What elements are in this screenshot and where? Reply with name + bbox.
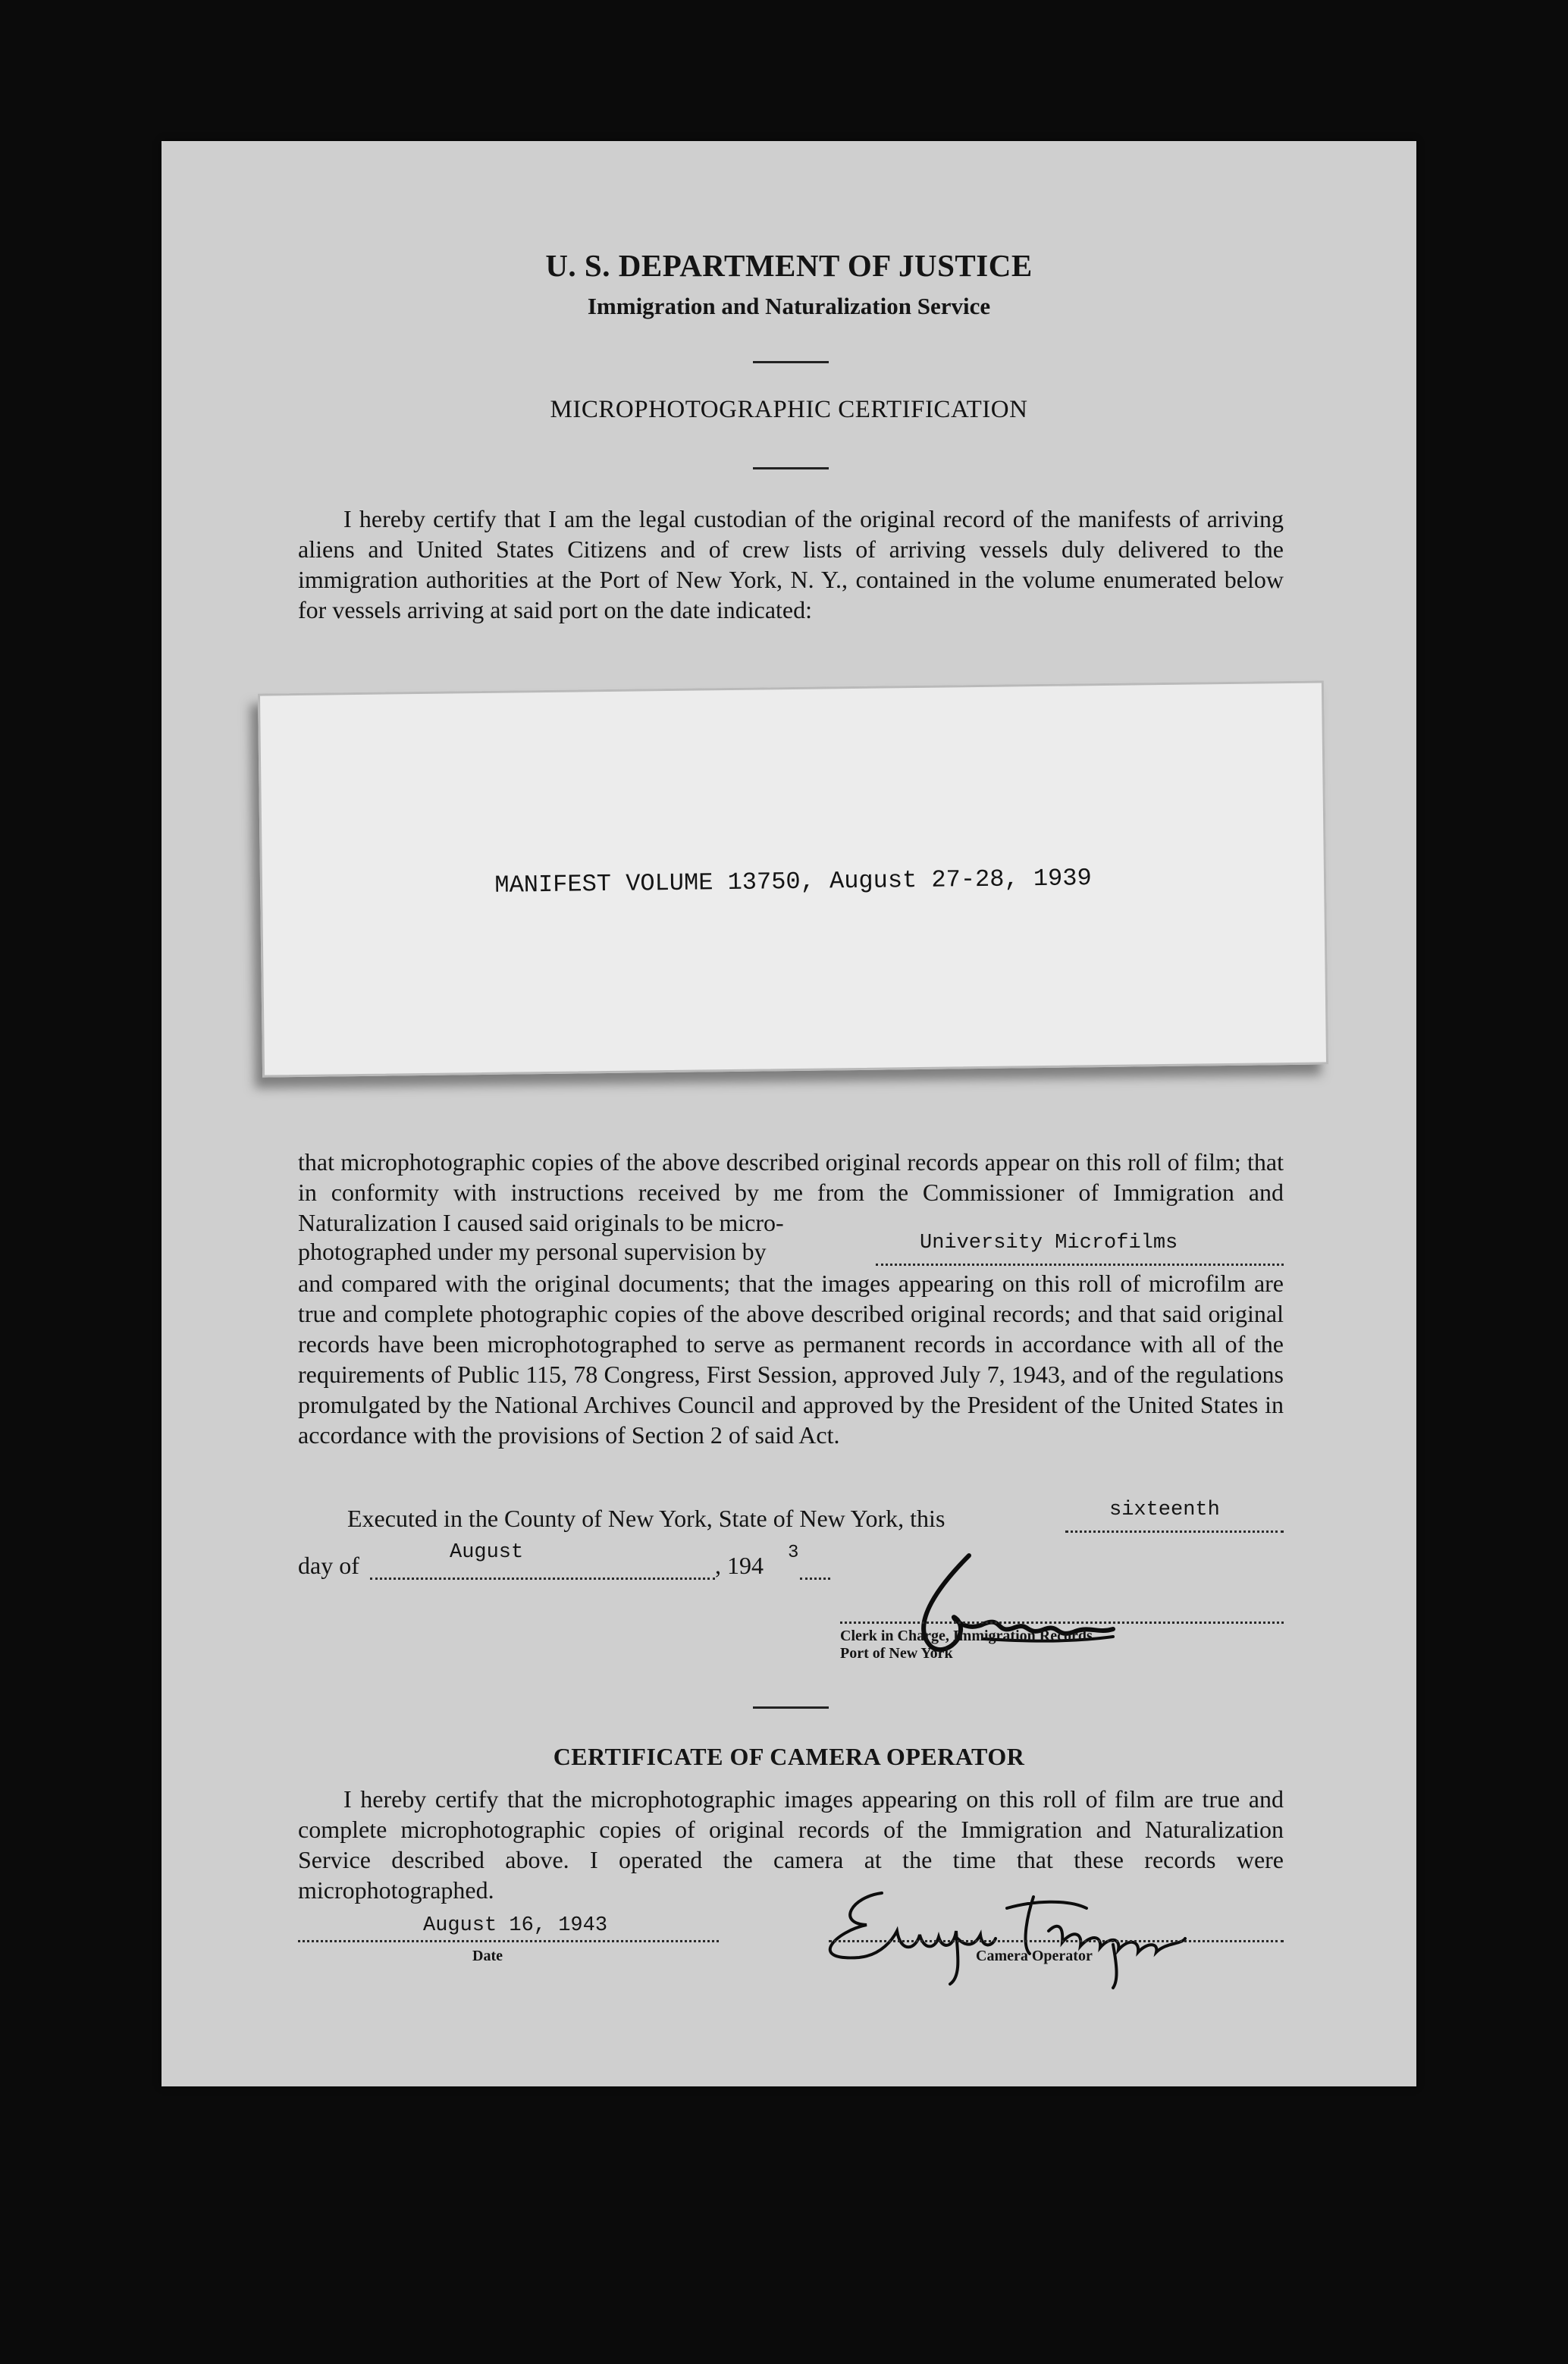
clerk-title-1: Clerk in Charge, Immigration Records xyxy=(840,1628,1093,1644)
camera-certificate-title: CERTIFICATE OF CAMERA OPERATOR xyxy=(553,1743,1025,1770)
department-heading: U. S. DEPARTMENT OF JUSTICE xyxy=(545,248,1033,283)
date-label: Date xyxy=(472,1948,503,1964)
divider xyxy=(753,467,829,469)
intro-paragraph: I hereby certify that I am the legal custodian of the original record of the manifests of arriving aliens and United States Citizens and of crew lists of arriving vessels duly delivered to the immigration authorities at the Port of New York, N. Y., contained in the volume enumerated below for vessels arriving at said port on the date indicated: xyxy=(298,505,1284,623)
supervision-line xyxy=(876,1264,1284,1266)
divider xyxy=(753,1706,829,1709)
day-line xyxy=(1065,1530,1284,1533)
supervision-label: photographed under my personal supervision by xyxy=(298,1238,767,1265)
date-line xyxy=(298,1940,719,1942)
clerk-signature-line xyxy=(840,1622,1284,1624)
body-paragraph-2: and compared with the original documents; that the images appearing on this roll of microfilm are true and complete photographic copies of the above described original records; and that said original records have been microphotographed to serve as permanent records in accordance with all of the requirements of Public 115, 78 Congress, First Session, approved July 7, 1943, and of the regulations promulgated by the National Archives Council and approved by the President of the United States in accordance with the provisions of Section 2 of said Act. xyxy=(298,1270,1284,1449)
volume-slip-text: MANIFEST VOLUME 13750, August 27-28, 1939 xyxy=(494,864,1092,899)
certification-title: MICROPHOTOGRAPHIC CERTIFICATION xyxy=(550,396,1028,423)
certificate-page xyxy=(162,141,1416,2086)
divider xyxy=(753,361,829,363)
supervision-value: University Microfilms xyxy=(920,1232,1178,1254)
year-digit: 3 xyxy=(788,1543,799,1563)
month-line xyxy=(370,1578,715,1580)
clerk-title-2: Port of New York xyxy=(840,1645,953,1662)
operator-signature-line xyxy=(829,1940,1284,1942)
day-of-label: day of xyxy=(298,1552,359,1579)
day-value: sixteenth xyxy=(1109,1499,1220,1521)
year-line xyxy=(800,1578,830,1580)
year-prefix: , 194 xyxy=(715,1552,764,1579)
service-heading: Immigration and Naturalization Service xyxy=(587,293,991,319)
camera-operator-signature xyxy=(806,1878,1215,1992)
operator-label: Camera Operator xyxy=(976,1948,1093,1964)
body-paragraph-1: that microphotographic copies of the above described original records appear on this roll of film; that in conformity with instructions received by me from the Commissioner of Immigration and Naturalization I caused said originals to be micro- xyxy=(298,1148,1284,1236)
camera-certificate-text: I hereby certify that the microphotographic images appearing on this roll of film are true and complete microphotographic copies of original records of the Immigration and Naturalization Service described above. I operated the camera at the time that these records were microphotographed. xyxy=(298,1785,1284,1904)
volume-slip xyxy=(258,680,1328,1077)
month-value: August xyxy=(450,1541,524,1564)
camera-date-value: August 16, 1943 xyxy=(423,1914,608,1937)
executed-label: Executed in the County of New York, State of New York, this xyxy=(347,1505,946,1532)
